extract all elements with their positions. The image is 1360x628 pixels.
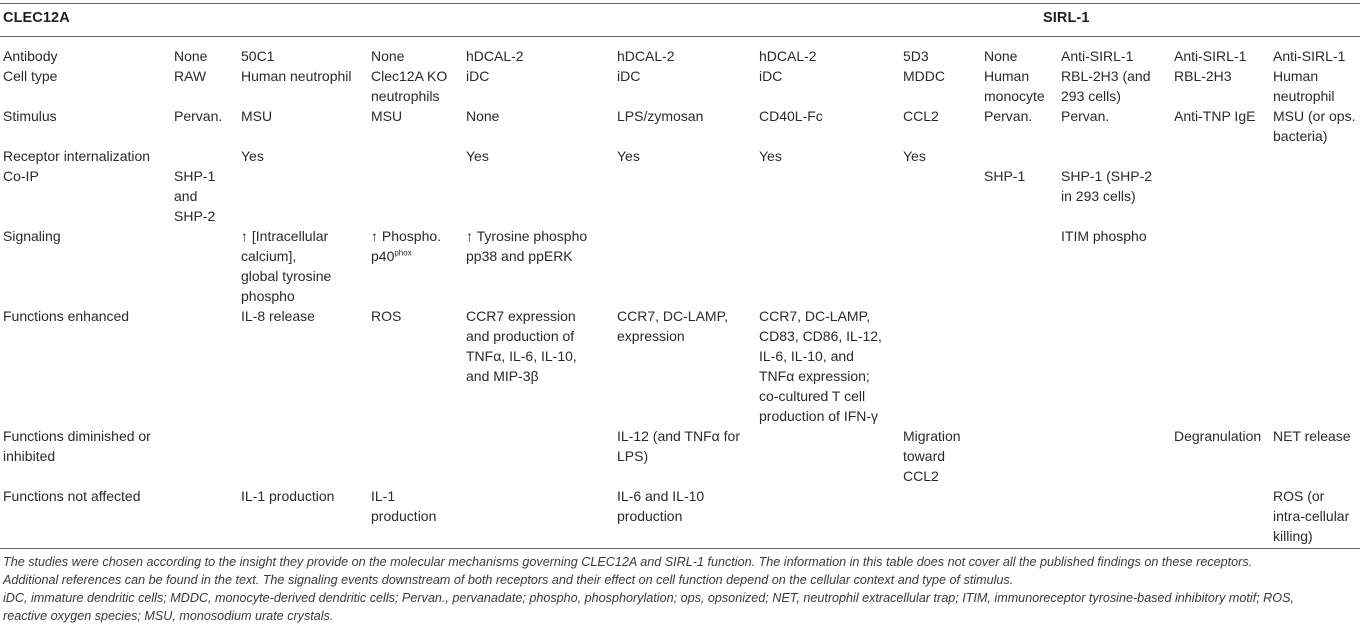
table-cell: NET release	[1273, 428, 1351, 444]
table-cell: CCR7, DC-LAMP, expression	[617, 308, 728, 344]
row-label: Functions enhanced	[3, 308, 130, 324]
table-cell	[903, 306, 984, 426]
table-cell: SHP-1	[984, 168, 1026, 184]
table-cell: CD40L-Fc	[759, 108, 823, 124]
table-cell	[466, 426, 617, 486]
header-clec12a: CLEC12A	[3, 10, 70, 26]
footnote-line: reactive oxygen species; MSU, monosodium urate crystals.	[3, 609, 334, 623]
row-label: Receptor internalization Co-IP	[3, 148, 151, 184]
table-cell	[1061, 486, 1174, 546]
table-cell: Yes	[759, 148, 782, 164]
table-cell: MSU	[241, 108, 273, 124]
table-cell: Anti-TNP IgE	[1174, 108, 1256, 124]
data-table	[0, 46, 1360, 546]
table-cell	[174, 426, 241, 486]
table-cell	[174, 486, 241, 546]
table-cell: Yes	[903, 148, 926, 164]
row-label: Stimulus	[3, 108, 57, 124]
table-cell: IL-8 release	[241, 308, 315, 324]
table-cell	[1174, 226, 1273, 306]
table-cell: Pervan.	[1061, 108, 1110, 124]
table-cell: ROS (or intra-cellular killing)	[1273, 488, 1350, 544]
header-sirl1: SIRL-1	[1043, 10, 1090, 26]
table-cell: ITIM phospho	[1061, 228, 1147, 244]
header-rule	[0, 36, 1360, 37]
table-cell: MSU (or ops. bacteria)	[1273, 108, 1356, 144]
table-cell	[984, 306, 1061, 426]
top-rule	[0, 3, 1360, 4]
table-cell: ↑ [Intracellular calcium], global tyrosine phospho	[241, 228, 332, 304]
table-cell: LPS/zymosan	[617, 108, 704, 124]
table-cell: IL-1 production	[371, 488, 437, 524]
table-cell: ROS	[371, 308, 402, 324]
table-footnotes	[3, 553, 1357, 625]
table-cell: Degranulation	[1174, 428, 1262, 444]
table-cell: Pervan.	[174, 108, 223, 124]
table-cell: Anti-SIRL-1 RBL-2H3	[1174, 48, 1247, 84]
table-cell: Yes	[617, 148, 640, 164]
table-cell	[1273, 226, 1360, 306]
table-cell	[371, 426, 466, 486]
table-cell	[1061, 426, 1174, 486]
table-row	[0, 146, 1360, 226]
table-cell	[466, 486, 617, 546]
table-row	[0, 106, 1360, 146]
table-cell: ↑ Phospho. $p40^{phox}$	[371, 228, 442, 264]
table-cell: 50C1 Human neutrophil	[241, 48, 352, 84]
table-cell	[903, 226, 984, 306]
row-label: Functions not affected	[3, 488, 141, 504]
table-cell: None	[466, 108, 500, 124]
table-cell	[241, 426, 371, 486]
table-cell: Anti-SIRL-1 RBL-2H3 (and 293 cells)	[1061, 48, 1151, 104]
table-cell: IL-6 and IL-10 production	[617, 488, 705, 524]
table-cell: None Clec12A KO neutrophils	[371, 48, 448, 104]
table-cell: CCR7, DC-LAMP, CD83, CD86, IL-12, IL-6, IL-10, and TNFα expression; co-cultured T cell production of IFN-γ	[759, 308, 882, 424]
table-cell	[1273, 306, 1360, 426]
footnote-line: iDC, immature dendritic cells; MDDC, monocyte-derived dendritic cells; Pervan., pervanadate; phospho, phosphorylation; ops, opsonized; NET, neutrophil extracellular trap; ITIM, immunoreceptor tyrosine-based inhibitory motif; ROS,	[3, 591, 1294, 605]
table-cell: hDCAL-2 iDC	[466, 48, 524, 84]
table-cell	[1174, 486, 1273, 546]
footnote-line: The studies were chosen according to the insight they provide on the molecular mechanisms governing CLEC12A and SIRL-1 function. The information in this table does not cover all the published findings on these receptors.	[3, 555, 1253, 569]
table-cell: 5D3 MDDC	[903, 48, 945, 84]
table-row	[0, 46, 1360, 106]
table-cell	[984, 226, 1061, 306]
table-cell	[174, 306, 241, 426]
table-cell: Migration toward CCL2	[903, 428, 961, 484]
table-cell	[759, 486, 903, 546]
table-cell: SHP-1 and SHP-2	[174, 168, 216, 224]
footnote-line: Additional references can be found in the text. The signaling events downstream of both receptors and their effect on cell function depend on the cellular context and type of stimulus.	[3, 573, 1014, 587]
table-cell	[984, 426, 1061, 486]
table-cell	[174, 226, 241, 306]
table-cell: None Human monocyte	[984, 48, 1045, 104]
table-cell: Anti-SIRL-1 Human neutrophil	[1273, 48, 1346, 104]
table-cell	[1061, 306, 1174, 426]
table-cell	[759, 226, 903, 306]
row-label: Functions diminished or inhibited	[3, 428, 151, 464]
table-cell: IL-1 production	[241, 488, 335, 504]
bottom-rule	[0, 548, 1360, 549]
table-cell	[371, 146, 466, 226]
table-cell: ↑ Tyrosine phospho pp38 and ppERK	[466, 228, 588, 264]
table-row	[0, 226, 1360, 306]
table-cell	[759, 426, 903, 486]
table-cell	[617, 226, 759, 306]
table-cell: Yes	[466, 148, 489, 164]
table-cell: MSU	[371, 108, 403, 124]
table-cell: SHP-1 (SHP-2 in 293 cells)	[1061, 168, 1153, 204]
row-label: Antibody Cell type	[3, 48, 58, 84]
table-cell: CCR7 expression and production of TNFα, IL-6, IL-10, and MIP-3β	[466, 308, 577, 384]
table-cell	[903, 486, 984, 546]
table-cell: None RAW	[174, 48, 208, 84]
table-cell: hDCAL-2 iDC	[759, 48, 817, 84]
table-row	[0, 426, 1360, 486]
table-cell	[984, 486, 1061, 546]
table-cell	[1174, 306, 1273, 426]
table-cell	[1174, 146, 1273, 226]
table-cell: IL-12 (and TNFα for LPS)	[617, 428, 740, 464]
table-cell: Pervan.	[984, 108, 1033, 124]
table-cell	[1273, 146, 1360, 226]
table-row	[0, 306, 1360, 426]
row-label: Signaling	[3, 228, 61, 244]
table-row	[0, 486, 1360, 546]
table-cell: CCL2	[903, 108, 939, 124]
table-cell: hDCAL-2 iDC	[617, 48, 675, 84]
table-cell: Yes	[241, 148, 264, 164]
